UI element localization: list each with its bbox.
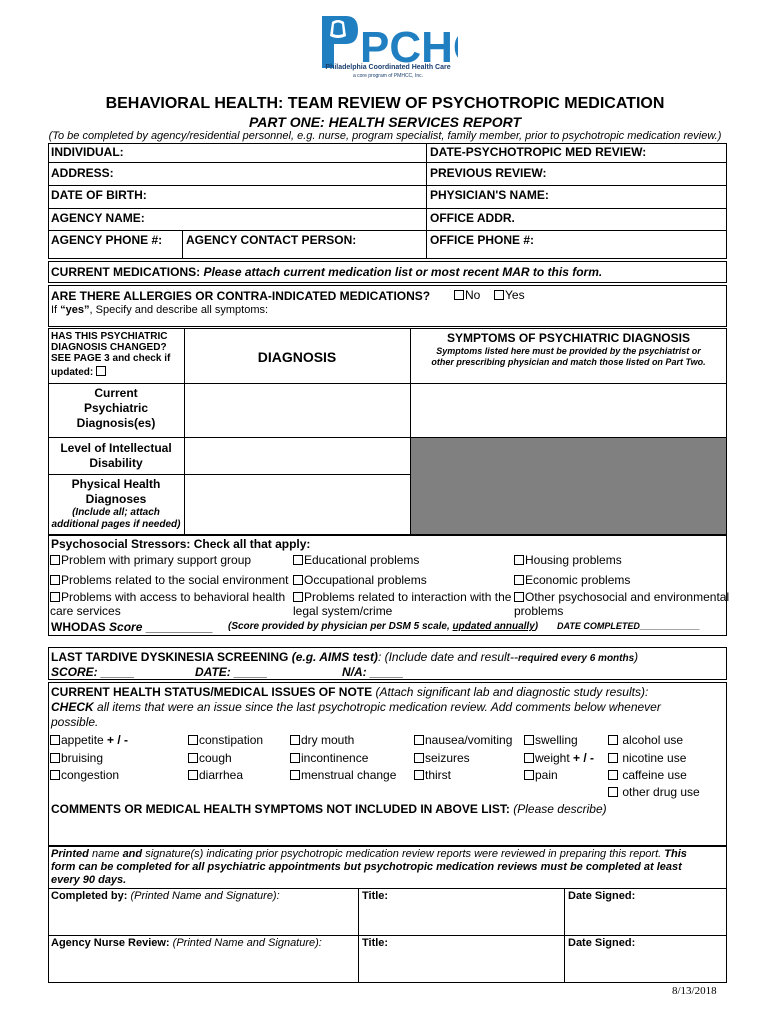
- seizures-label: seizures: [425, 751, 470, 765]
- whodas-score-label: Score: [109, 620, 143, 634]
- stressor-economic-label: Economic problems: [525, 573, 631, 587]
- item-bruising[interactable]: [50, 751, 103, 765]
- dry-mouth-label: dry mouth: [301, 733, 355, 747]
- tardive-date[interactable]: DATE: _____: [195, 665, 268, 679]
- date-review-field[interactable]: DATE-PSYCHOTROPIC MED REVIEW:: [430, 145, 647, 159]
- stressor-other-checkbox[interactable]: [514, 592, 524, 602]
- current-diagnosis-label: [48, 386, 184, 431]
- tardive-close: ): [634, 650, 639, 664]
- stressor-other-l2: problems: [514, 604, 564, 618]
- tardive-score[interactable]: SCORE: _____: [51, 665, 135, 679]
- seizures-checkbox[interactable]: [414, 753, 424, 763]
- tardive-row: [51, 650, 638, 664]
- whodas-score-blank[interactable]: __________: [145, 620, 213, 634]
- allergies-yes-checkbox[interactable]: [494, 290, 504, 300]
- current-diag-l3: Diagnosis(es): [76, 416, 156, 430]
- completed-by-note: (Printed Name and Signature):: [130, 890, 280, 902]
- stressor-access[interactable]: [50, 590, 285, 618]
- stressor-primary[interactable]: [50, 553, 251, 567]
- title-field-1[interactable]: Title:: [362, 890, 389, 902]
- sig-and: and: [122, 848, 143, 860]
- incontinence-label: incontinence: [301, 751, 369, 765]
- tardive-na[interactable]: N/A: _____: [342, 665, 404, 679]
- bruising-label: bruising: [61, 751, 104, 765]
- alcohol-label: alcohol use: [622, 733, 684, 747]
- whodas-note-post: ): [534, 621, 539, 632]
- weight-plusminus: + / -: [573, 751, 595, 765]
- nurse-review-note: (Printed Name and Signature):: [172, 937, 322, 949]
- previous-review-field[interactable]: PREVIOUS REVIEW:: [430, 166, 547, 180]
- stressor-economic[interactable]: [514, 573, 630, 587]
- stressor-social-label: Problems related to the social environment: [61, 573, 289, 587]
- tardive-label: LAST TARDIVE DYSKINESIA SCREENING: [51, 650, 289, 664]
- diag-changed-l1: HAS THIS PSYCHIATRIC: [51, 331, 168, 342]
- caffeine-label: caffeine use: [622, 768, 687, 782]
- date-signed-field-1[interactable]: Date Signed:: [568, 890, 636, 902]
- alcohol-checkbox[interactable]: [608, 735, 618, 745]
- constipation-checkbox[interactable]: [188, 735, 198, 745]
- item-weight[interactable]: [524, 751, 594, 765]
- other-drug-label: other drug use: [622, 785, 700, 799]
- dob-field[interactable]: DATE OF BIRTH:: [51, 188, 147, 202]
- stressor-occupational[interactable]: [293, 573, 427, 587]
- item-incontinence[interactable]: [290, 751, 368, 765]
- health-check-instructions: [51, 700, 725, 730]
- cough-checkbox[interactable]: [188, 753, 198, 763]
- allergies-specify: [51, 304, 268, 316]
- symptoms-note-l2: other prescribing physician and match those listed on Part Two.: [431, 357, 706, 367]
- stressor-economic-checkbox[interactable]: [514, 575, 524, 585]
- stressor-primary-label: Problem with primary support group: [61, 553, 252, 567]
- current-diag-l2: Psychiatric: [83, 401, 149, 415]
- symptoms-note: [410, 346, 727, 368]
- health-label: CURRENT HEALTH STATUS/MEDICAL ISSUES OF NOTE: [51, 685, 373, 699]
- item-pain[interactable]: [524, 768, 558, 782]
- congestion-checkbox[interactable]: [50, 770, 60, 780]
- swelling-checkbox[interactable]: [524, 735, 534, 745]
- sig-printed: Printed: [51, 848, 89, 860]
- nurse-review-field[interactable]: [51, 937, 322, 949]
- comments-row: [51, 802, 607, 816]
- whodas-row: [51, 620, 212, 634]
- stressor-primary-checkbox[interactable]: [50, 555, 60, 565]
- symptoms-note-l1: Symptoms listed here must be provided by the psychiatrist or: [436, 346, 701, 356]
- stressor-social[interactable]: [50, 573, 288, 587]
- item-congestion[interactable]: [50, 768, 119, 782]
- stressor-social-checkbox[interactable]: [50, 575, 60, 585]
- diarrhea-label: diarrhea: [199, 768, 244, 782]
- item-seizures[interactable]: [414, 751, 470, 765]
- stressor-legal-l2: legal system/crime: [293, 604, 393, 618]
- other-drug-checkbox[interactable]: [608, 787, 618, 797]
- lid-label: [48, 441, 184, 471]
- item-caffeine[interactable]: [608, 768, 687, 782]
- tardive-every6: required every 6 months: [518, 653, 635, 664]
- signature-instructions: [51, 848, 725, 887]
- allergies-yes-label: Yes: [505, 288, 525, 302]
- whodas-note: [228, 621, 538, 632]
- appetite-plusminus: + / -: [107, 733, 129, 747]
- caffeine-checkbox[interactable]: [608, 770, 618, 780]
- nicotine-checkbox[interactable]: [608, 753, 618, 763]
- sig-line2: form can be completed for all psychiatric appointments but psychotropic medication reviews must be completed at least: [51, 861, 682, 873]
- office-addr-field[interactable]: OFFICE ADDR.: [430, 211, 515, 225]
- allergies-question: ARE THERE ALLERGIES OR CONTRA-INDICATED MEDICATIONS?: [51, 289, 431, 303]
- sig-rest1: signature(s) indicating prior psychotropic medication review reports were reviewed in preparing this report.: [145, 848, 662, 860]
- stressor-occupational-label: Occupational problems: [304, 573, 427, 587]
- stressor-other-l1: Other psychosocial and environmental: [525, 590, 730, 604]
- health-attach: (Attach significant lab and diagnostic study results):: [375, 685, 649, 699]
- phys-note-l2: additional pages if needed): [51, 519, 181, 530]
- completed-by-label: Completed by:: [51, 890, 128, 902]
- shaded-cell: [411, 438, 726, 534]
- allergies-yes[interactable]: [494, 288, 525, 302]
- logo-org: Philadelphia Coordinated Health Care: [325, 64, 451, 71]
- sig-this: This: [664, 848, 687, 860]
- item-alcohol[interactable]: [608, 733, 683, 747]
- whodas-note-u: updated annually: [452, 621, 535, 632]
- menstrual-label: menstrual change: [301, 768, 397, 782]
- stressor-educational-checkbox[interactable]: [293, 555, 303, 565]
- thirst-label: thirst: [425, 768, 452, 782]
- tardive-include: : (Include date and result--: [377, 650, 519, 664]
- phys-l2: Diagnoses: [85, 492, 147, 506]
- incontinence-checkbox[interactable]: [290, 753, 300, 763]
- diag-changed-l3: SEE PAGE 3 and check if: [51, 353, 171, 364]
- diarrhea-checkbox[interactable]: [188, 770, 198, 780]
- allergies-no-label: No: [465, 288, 481, 302]
- health-header: [51, 685, 648, 699]
- office-phone-field[interactable]: OFFICE PHONE #:: [430, 233, 535, 247]
- pchc-logo-mark: [318, 10, 458, 72]
- sig-line3: every 90 days.: [51, 874, 127, 886]
- swelling-label: swelling: [535, 733, 578, 747]
- title-field-2[interactable]: Title:: [362, 937, 389, 949]
- logo-sub: a core program of PMHCC, Inc.: [352, 73, 424, 79]
- physical-health-label: [48, 477, 184, 531]
- allergies-specify-text: , Specify and describe all symptoms:: [89, 304, 269, 316]
- health-check: CHECK: [51, 700, 94, 714]
- whodas-date-label: DATE COMPLETED: [557, 621, 640, 631]
- item-constipation[interactable]: [188, 733, 263, 747]
- stressor-legal-l1: Problems related to interaction with the: [304, 590, 512, 604]
- footer-date: 8/13/2018: [672, 985, 717, 997]
- pain-checkbox[interactable]: [524, 770, 534, 780]
- stressor-housing[interactable]: [514, 553, 622, 567]
- item-cough[interactable]: [188, 751, 232, 765]
- whodas-date-completed[interactable]: [557, 621, 700, 631]
- item-swelling[interactable]: [524, 733, 578, 747]
- nicotine-label: nicotine use: [622, 751, 687, 765]
- stressor-other[interactable]: [514, 590, 729, 618]
- current-meds-label: CURRENT MEDICATIONS:: [51, 265, 201, 279]
- diagnosis-changed-note: [51, 331, 170, 378]
- diag-changed-l4: updated:: [51, 367, 94, 378]
- stressor-educational[interactable]: [293, 553, 419, 567]
- symptoms-header: SYMPTOMS OF PSYCHIATRIC DIAGNOSIS: [447, 331, 690, 345]
- stressor-legal-checkbox[interactable]: [293, 592, 303, 602]
- nausea-checkbox[interactable]: [414, 735, 424, 745]
- allergies-if: If: [51, 304, 61, 316]
- individual-field[interactable]: INDIVIDUAL:: [51, 145, 124, 159]
- constipation-label: constipation: [199, 733, 264, 747]
- logo-text: PCH: [360, 23, 453, 72]
- allergies-no[interactable]: [454, 288, 480, 302]
- pchc-logo: [318, 10, 458, 90]
- congestion-label: congestion: [61, 768, 120, 782]
- dry-mouth-checkbox[interactable]: [290, 735, 300, 745]
- health-check-l2: possible.: [51, 715, 99, 729]
- address-field[interactable]: ADDRESS:: [51, 166, 114, 180]
- allergies-yes-quoted: “yes”: [60, 304, 90, 316]
- stressor-housing-checkbox[interactable]: [514, 555, 524, 565]
- phys-l1: Physical Health: [71, 477, 161, 491]
- current-meds-note: Please attach current medication list or most recent MAR to this form.: [203, 265, 603, 279]
- stressor-occupational-checkbox[interactable]: [293, 575, 303, 585]
- whodas-note-pre: (Score provided by physician per DSM 5 scale,: [228, 621, 453, 632]
- diag-changed-l2: DIAGNOSIS CHANGED?: [51, 342, 167, 353]
- item-diarrhea[interactable]: [188, 768, 243, 782]
- weight-checkbox[interactable]: [524, 753, 534, 763]
- item-menstrual[interactable]: [290, 768, 396, 782]
- comments-label: COMMENTS OR MEDICAL HEALTH SYMPTOMS NOT INCLUDED IN ABOVE LIST:: [51, 802, 510, 816]
- item-nicotine[interactable]: [608, 751, 686, 765]
- stressor-access-l2: care services: [50, 604, 121, 618]
- diagnosis-updated-checkbox[interactable]: [96, 366, 106, 376]
- stressor-legal[interactable]: [293, 590, 511, 618]
- date-signed-field-2[interactable]: Date Signed:: [568, 937, 636, 949]
- agency-name-field[interactable]: AGENCY NAME:: [51, 211, 145, 225]
- whodas-label: WHODAS: [51, 620, 106, 634]
- diagnosis-header: DIAGNOSIS: [257, 349, 337, 365]
- health-check-l1: all items that were an issue since the last psychotropic medication review. Add comments below whenever: [97, 700, 661, 714]
- sig-name: name: [91, 848, 120, 860]
- item-other-drug[interactable]: [608, 785, 700, 799]
- bruising-checkbox[interactable]: [50, 753, 60, 763]
- appetite-label: appetite: [61, 733, 104, 747]
- nausea-label: nausea/vomiting: [425, 733, 513, 747]
- appetite-checkbox[interactable]: [50, 735, 60, 745]
- item-dry-mouth[interactable]: [290, 733, 354, 747]
- form-subtitle: PART ONE: HEALTH SERVICES REPORT: [249, 114, 521, 130]
- allergies-no-checkbox[interactable]: [454, 290, 464, 300]
- menstrual-checkbox[interactable]: [290, 770, 300, 780]
- pain-label: pain: [535, 768, 558, 782]
- form-instructions: (To be completed by agency/residential personnel, e.g. nurse, program specialist, family member, prior to psychotropic medication review.): [48, 130, 722, 142]
- stressor-access-l1: Problems with access to behavioral health: [61, 590, 286, 604]
- comments-note: (Please describe): [513, 802, 607, 816]
- tardive-eg: (e.g. AIMS test): [291, 650, 378, 664]
- cough-label: cough: [199, 751, 232, 765]
- item-thirst[interactable]: [414, 768, 451, 782]
- current-diag-l1: Current: [94, 386, 138, 400]
- item-appetite[interactable]: [50, 733, 128, 747]
- item-nausea[interactable]: [414, 733, 512, 747]
- stressor-access-checkbox[interactable]: [50, 592, 60, 602]
- thirst-checkbox[interactable]: [414, 770, 424, 780]
- lid-l2: Disability: [89, 456, 143, 470]
- phys-note-l1: (Include all; attach: [72, 507, 160, 518]
- lid-l1: Level of Intellectual: [60, 441, 172, 455]
- nurse-review-label: Agency Nurse Review:: [51, 937, 170, 949]
- contact-person-field[interactable]: AGENCY CONTACT PERSON:: [186, 233, 357, 247]
- completed-by-field[interactable]: [51, 890, 280, 902]
- whodas-date-blank: ____________: [639, 621, 700, 631]
- physician-field[interactable]: PHYSICIAN'S NAME:: [430, 188, 549, 202]
- stressor-housing-label: Housing problems: [525, 553, 622, 567]
- stressor-educational-label: Educational problems: [304, 553, 420, 567]
- agency-phone-field[interactable]: AGENCY PHONE #:: [51, 233, 163, 247]
- form-title: BEHAVIORAL HEALTH: TEAM REVIEW OF PSYCHOTROPIC MEDICATION: [105, 95, 665, 112]
- weight-label: weight: [535, 751, 570, 765]
- stressors-label: Psychosocial Stressors: Check all that apply:: [51, 537, 311, 551]
